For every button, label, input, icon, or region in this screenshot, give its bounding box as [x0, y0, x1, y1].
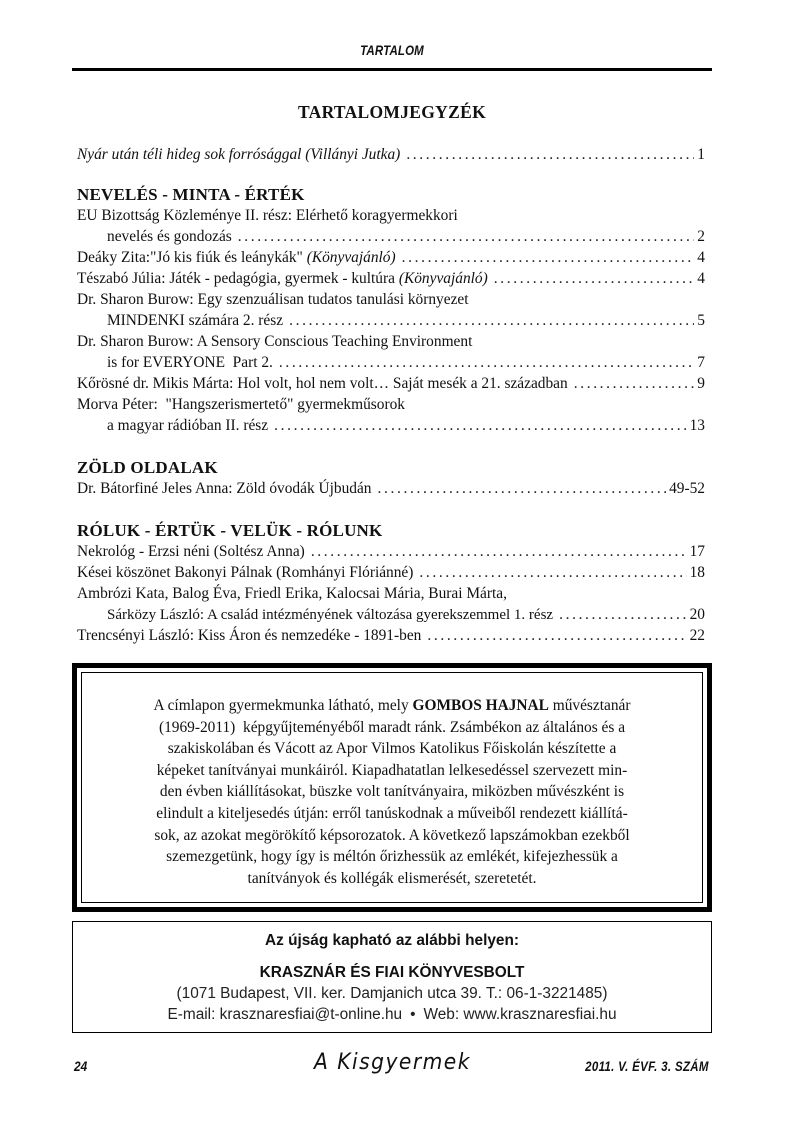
toc-entry-title: nevelés és gondozás	[107, 228, 232, 245]
notice-line: sok, az azokat megörökítő képsorozatok. A következő lapszámokban ezekből	[154, 826, 630, 844]
web-link[interactable]: Web: www.krasznaresfiai.hu	[423, 1006, 617, 1023]
toc-entry-line[interactable]: Dr. Sharon Burow: Egy szenzuálisan tudatos tanulási környezet	[77, 291, 469, 308]
leader-dots	[402, 247, 695, 268]
notice-line: elindult a kiteljesedés útján: erről tanúskodnak a műveiből rendezett kiállítá-	[156, 804, 628, 822]
bookshop-contact	[73, 1006, 711, 1024]
toc-entry-title: Trencsényi László: Kiss Áron és nemzedéke - 1891-ben	[77, 627, 422, 644]
toc-entry-line[interactable]: EU Bizottság Közleménye II. rész: Elérhető koragyermekkori	[77, 207, 458, 224]
toc-page-number: 4	[697, 270, 705, 287]
toc-entry[interactable]	[77, 415, 705, 436]
toc-page-number: 17	[689, 543, 705, 560]
toc-page-number: 9	[697, 375, 705, 392]
bookshop-address: (1071 Budapest, VII. ker. Damjanich utca 39. T.: 06-1-3221485)	[176, 985, 608, 1002]
leader-dots	[574, 373, 695, 394]
table-of-contents	[77, 144, 705, 646]
toc-entry-title: Kései köszönet Bakonyi Pálnak (Romhányi Flóriánné)	[77, 564, 414, 581]
toc-entry-line[interactable]: Dr. Sharon Burow: A Sensory Conscious Teaching Environment	[77, 333, 473, 350]
book-recommendation-note: (Könyvajánló)	[306, 249, 396, 266]
toc-page-number: 18	[689, 564, 705, 581]
leader-dots	[378, 478, 667, 499]
artist-name: GOMBOS HAJNAL	[412, 697, 549, 714]
toc-page-number: 1	[697, 146, 705, 163]
toc-entry[interactable]	[77, 373, 705, 394]
section-heading-roluk: RÓLUK - ÉRTÜK - VELÜK - RÓLUNK	[77, 521, 383, 540]
availability-label: Az újság kapható az alábbi helyen:	[264, 932, 519, 949]
header-rule	[72, 68, 712, 71]
leader-dots	[279, 352, 694, 373]
toc-entry[interactable]	[77, 352, 705, 373]
toc-entry[interactable]	[77, 625, 705, 646]
toc-entry[interactable]	[77, 541, 705, 562]
toc-entry-title: Dr. Bátorfiné Jeles Anna: Zöld óvodák Újbudán	[77, 480, 372, 497]
toc-entry[interactable]	[77, 268, 705, 289]
toc-page-number: 20	[689, 606, 705, 623]
notice-line: tanítványok és kollégák elismerését, szeretetét.	[247, 869, 537, 887]
toc-entry[interactable]	[77, 562, 705, 583]
toc-entry-title: Sárközy László: A család intézményének változása gyerekszemmel 1. rész	[107, 607, 554, 623]
page-number: 24	[74, 1058, 88, 1074]
toc-entry-title: Kőrösné dr. Mikis Márta: Hol volt, hol nem volt… Saját mesék a 21. században	[77, 375, 568, 392]
notice-line: képeket tanítványai munkáiról. Kiapadhatatlan lelkesedéssel szervezett min-	[156, 761, 628, 779]
toc-page-number: 49-52	[669, 480, 705, 497]
cover-notice-box	[72, 663, 712, 912]
toc-entry-title: Tészabó Júlia: Játék - pedagógia, gyermek - kultúra (Könyvajánló)	[77, 270, 488, 287]
notice-line: (1969-2011) képgyűjteményéből maradt ránk. Zsámbékon az általános és a	[158, 718, 626, 736]
toc-page-number: 5	[697, 312, 705, 329]
bullet-separator: •	[410, 1006, 416, 1023]
toc-entry-title: Nyár után téli hideg sok forrósággal (Villányi Jutka)	[77, 146, 401, 163]
toc-entry[interactable]	[77, 226, 705, 247]
notice-line: A címlapon gyermekmunka látható, mely GOMBOS HAJNAL művésztanár	[153, 697, 631, 714]
cover-notice-inner-frame	[81, 672, 703, 903]
toc-title: TARTALOMJEGYZÉK	[298, 102, 486, 122]
toc-entry[interactable]	[77, 604, 705, 625]
toc-entry-title: Deáky Zita:"Jó kis fiúk és leánykák" (Könyvajánló)	[77, 249, 396, 266]
leader-dots	[289, 310, 694, 331]
toc-entry-title: a magyar rádióban II. rész	[107, 417, 269, 434]
toc-page-number: 2	[697, 228, 705, 245]
leader-dots	[238, 226, 695, 247]
leader-dots	[406, 144, 694, 165]
email-link[interactable]: E-mail: krasznaresfiai@t-online.hu	[167, 1006, 403, 1023]
cover-notice-text	[100, 695, 684, 889]
toc-entry-intro[interactable]	[77, 144, 705, 165]
toc-entry-line[interactable]: Morva Péter: "Hangszerismertető" gyermekműsorok	[77, 396, 405, 413]
toc-entry[interactable]	[77, 247, 705, 268]
toc-entry[interactable]	[77, 478, 705, 499]
notice-line: szemezgetünk, hogy így is méltón őrizhessük az emlékét, kifejezhessük a	[166, 848, 618, 866]
toc-page-number: 13	[689, 417, 705, 434]
book-recommendation-note: (Könyvajánló)	[398, 270, 488, 287]
section-heading-neveles: NEVELÉS - MINTA - ÉRTÉK	[77, 185, 305, 204]
toc-entry-line[interactable]: Ambrózi Kata, Balog Éva, Friedl Erika, Kalocsai Mária, Burai Márta,	[77, 585, 507, 602]
leader-dots	[419, 562, 686, 583]
toc-page-number: 22	[689, 627, 705, 644]
leader-dots	[274, 415, 687, 436]
toc-page-number: 7	[697, 354, 705, 371]
magazine-title: A Kisgyermek	[314, 1050, 471, 1075]
toc-entry-title: Nekrológ - Erzsi néni (Soltész Anna)	[77, 543, 305, 560]
notice-line: den évben kiállításokat, büszke volt tanítványaira, miközben művészként is	[159, 783, 625, 801]
leader-dots	[494, 268, 695, 289]
running-header: TARTALOM	[360, 42, 424, 58]
leader-dots	[311, 541, 687, 562]
leader-dots	[427, 625, 686, 646]
issue-info: 2011. V. ÉVF. 3. SZÁM	[585, 1058, 709, 1074]
leader-dots	[559, 604, 687, 625]
toc-entry[interactable]	[77, 310, 705, 331]
toc-entry-title: is for EVERYONE Part 2.	[107, 354, 273, 371]
bookshop-name: KRASZNÁR ÉS FIAI KÖNYVESBOLT	[259, 964, 525, 981]
bookshop-info-box	[72, 921, 712, 1033]
toc-entry-title: MINDENKI számára 2. rész	[107, 312, 284, 329]
section-heading-zold-oldalak: ZÖLD OLDALAK	[77, 458, 218, 477]
toc-page-number: 4	[697, 249, 705, 266]
notice-line: szakiskolában és Vácott az Apor Vilmos Katolikus Főiskolán készítette a	[167, 740, 617, 758]
